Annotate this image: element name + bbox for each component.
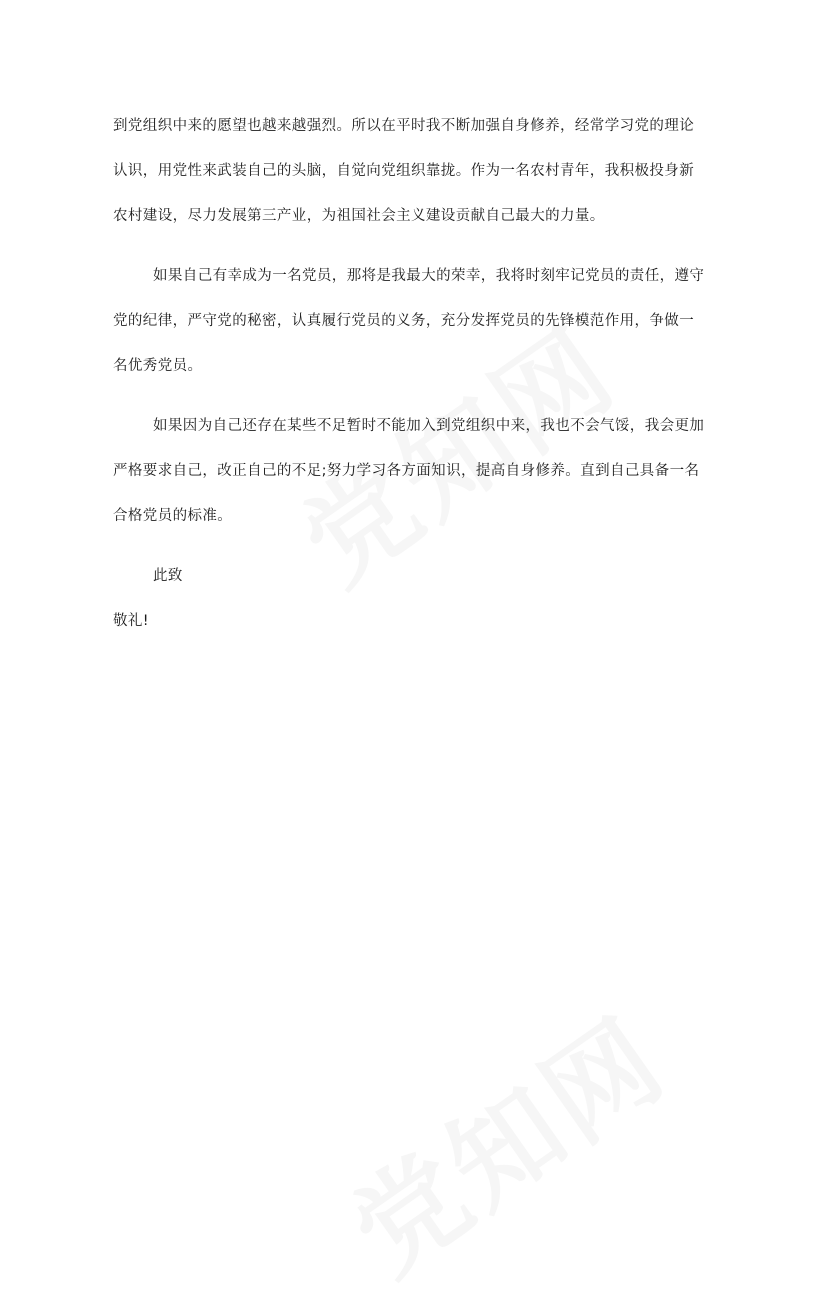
paragraph-line: 到党组织中来的愿望也越来越强烈。所以在平时我不断加强自身修养，经常学习党的理论 <box>113 118 695 134</box>
paragraph-2 <box>113 254 717 389</box>
paragraph-line: 严格要求自己，改正自己的不足;努力学习各方面知识，提高自身修养。直到自己具备一名 <box>113 463 700 479</box>
paragraph-line: 合格党员的标准。 <box>113 508 233 524</box>
paragraph-3 <box>113 404 717 539</box>
closing-salutation: 此致 <box>153 568 183 584</box>
closing-regards: 敬礼! <box>113 613 150 629</box>
document-body <box>113 104 717 644</box>
paragraph-line: 党的纪律，严守党的秘密，认真履行党员的义务，充分发挥党员的先锋模范作用，争做一 <box>113 313 695 329</box>
watermark <box>316 974 692 1303</box>
paragraph-line: 认识，用党性来武装自己的头脑，自觉向党组织靠拢。作为一名农村青年，我积极投身新 <box>113 163 695 179</box>
paragraph-line: 名优秀党员。 <box>113 358 203 374</box>
paragraph-line: 如果因为自己还存在某些不足暂时不能加入到党组织中来，我也不会气馁，我会更加 <box>153 418 705 434</box>
paragraph-1 <box>113 104 717 239</box>
paragraph-line: 如果自己有幸成为一名党员，那将是我最大的荣幸，我将时刻牢记党员的责任，遵守 <box>153 268 705 284</box>
paragraph-line: 农村建设，尽力发展第三产业，为祖国社会主义建设贡献自己最大的力量。 <box>113 208 605 224</box>
